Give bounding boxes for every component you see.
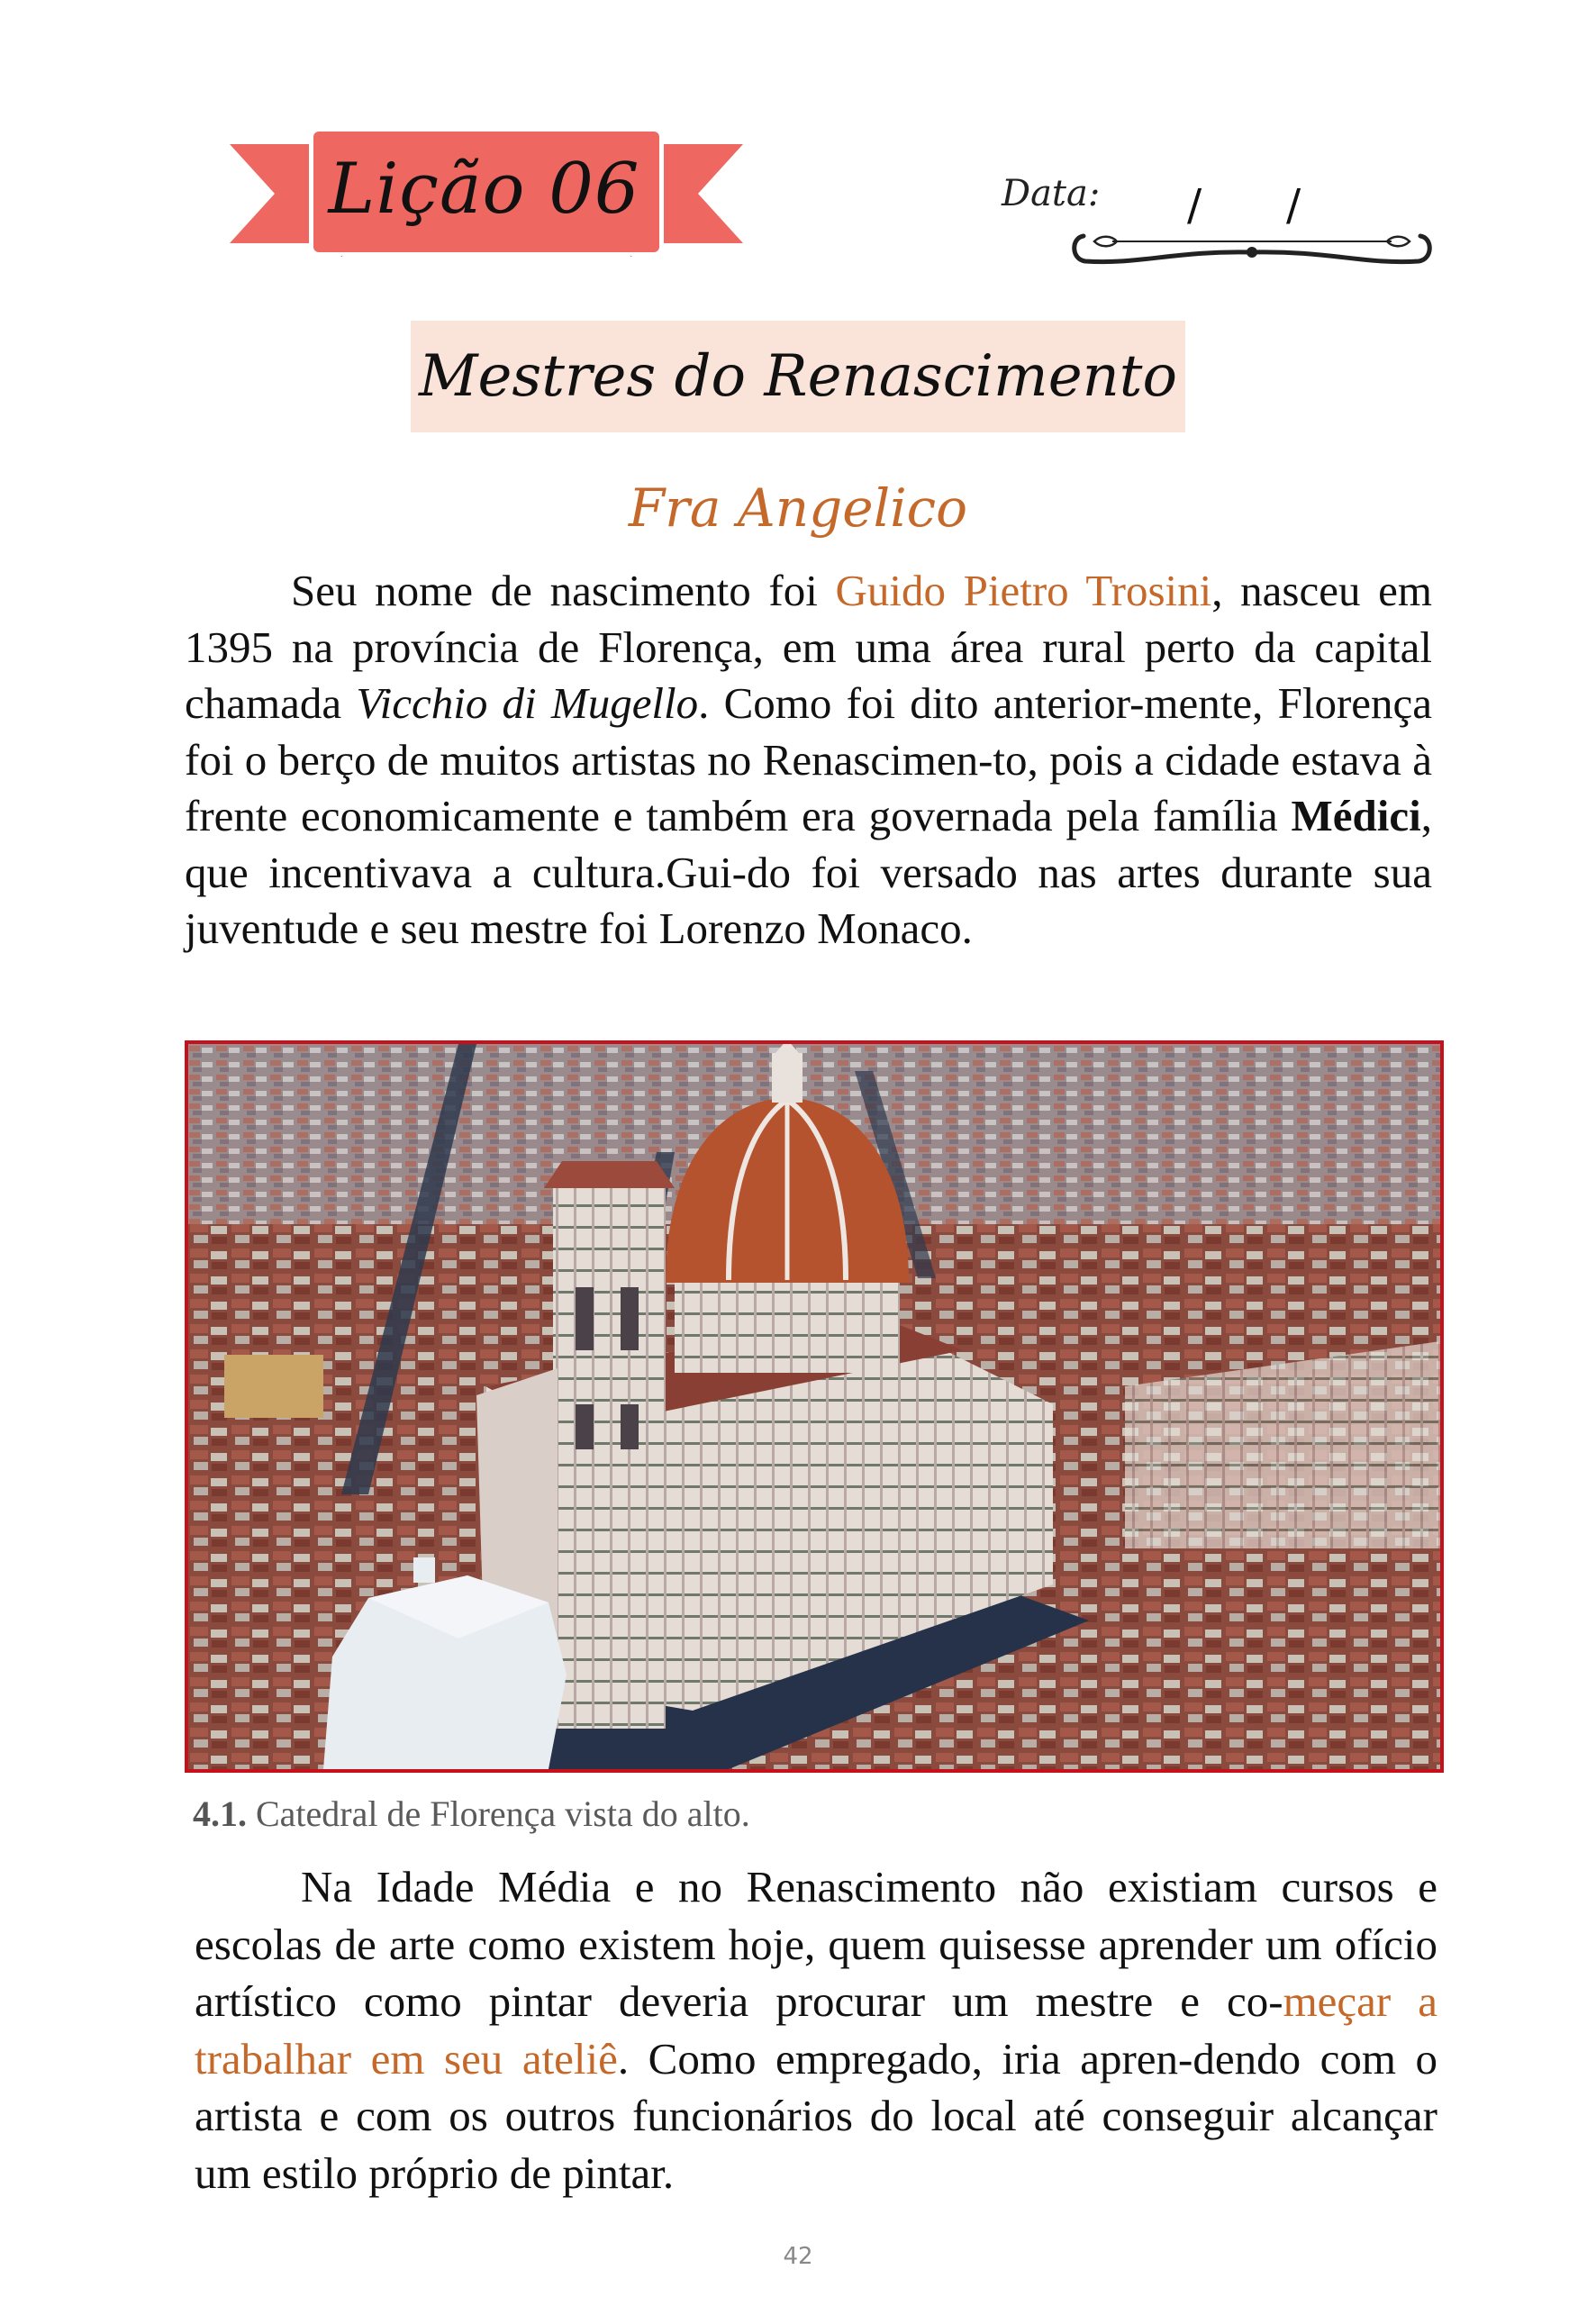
highlighted-text: meçar a trabalhar em seu ateliê <box>195 1976 1437 2084</box>
text: . Como foi dito anterior-mente, Florença foi o berço de muitos artistas no Renascimen-to, pois a cidade estava à frente economicamente e também era governada pela família <box>185 678 1433 840</box>
page-number: 42 <box>783 2243 813 2270</box>
banner-right-tail <box>657 144 743 243</box>
figure-caption <box>193 1793 750 1835</box>
figure-number: 4.1. <box>193 1793 247 1834</box>
banner-left-tail <box>230 144 315 243</box>
florence-cathedral-photo <box>185 1040 1444 1773</box>
text: , nasceu em 1395 na província de Florença, em uma área rural perto da capital chamada <box>185 566 1432 728</box>
date-label: Data: <box>1002 173 1101 214</box>
text: . Como empregado, iria apren-dendo com o artista e com os outros funcionários do local até conseguir alcançar um estilo próprio de pintar. <box>195 2033 1438 2198</box>
figure-caption-text: Catedral de Florença vista do alto. <box>247 1793 750 1834</box>
highlighted-name: Guido Pietro Trosini <box>835 566 1212 615</box>
paragraph-intro <box>185 563 1432 958</box>
bold-family: Médici <box>1291 791 1421 840</box>
italic-place: Vicchio di Mugello <box>356 678 699 728</box>
bell-tower <box>553 1188 666 1729</box>
lesson-label: Lição 06 <box>328 149 640 230</box>
text: Na Idade Média e no Renascimento não existiam cursos e escolas de arte como existem hoje, quem quisesse aprender um ofício artístico como pintar deveria procurar um mestre e co- <box>195 1862 1437 2026</box>
paragraph-workshops <box>195 1858 1437 2202</box>
title-box <box>411 321 1185 432</box>
date-separator: / <box>1187 180 1202 231</box>
date-separator: / <box>1286 180 1301 231</box>
page-title: Mestres do Renascimento <box>418 343 1178 410</box>
text: , que incentivava a cultura.Gui-do foi versado nas artes durante sua juventude e seu mestre foi Lorenzo Monaco. <box>185 791 1432 953</box>
section-subtitle: Fra Angelico <box>628 477 968 539</box>
text: Seu nome de nascimento foi <box>291 566 836 615</box>
date-line-ornament <box>1067 225 1437 270</box>
photo-illustration <box>188 1044 1440 1769</box>
